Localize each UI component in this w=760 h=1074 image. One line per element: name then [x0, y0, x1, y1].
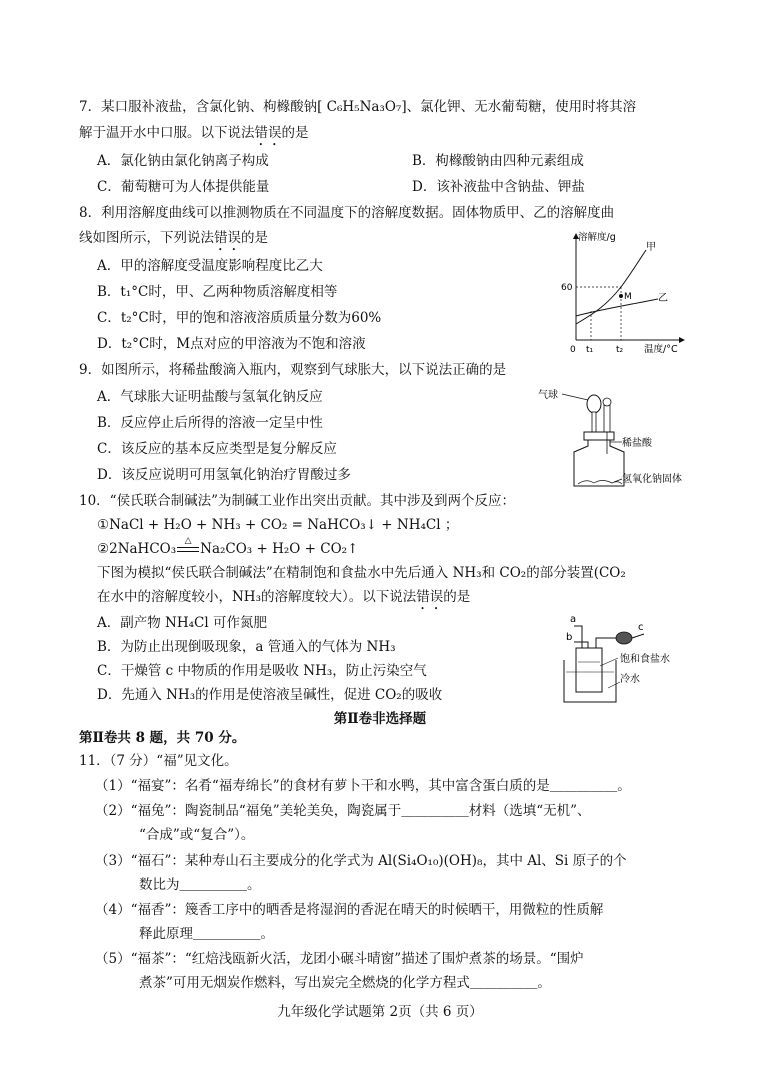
drying-tube-c: [616, 632, 632, 644]
q8-emphasis: 错误: [214, 230, 241, 246]
t2-label: t₂: [616, 345, 624, 355]
q10-line5: 在水中的溶解度较小，NH₃的溶解度较大）。以下说法错误的是: [97, 589, 471, 605]
cold-water-label: 冷水: [620, 674, 640, 685]
q10-eq2: ②2NaHCO₃ △ Na₂CO₃ + H₂O + CO₂↑: [97, 536, 359, 557]
q8-option-a: A．甲的溶解度受温度影响程度比乙大: [97, 258, 323, 274]
q11-head: 11．（7 分）“福”见文化。: [79, 753, 238, 769]
q9-option-b: B．反应停止后所得的溶液一定呈中性: [97, 415, 323, 431]
q11-sub4-line1: （4）“福香”：篾香工序中的晒香是将湿润的香泥在晴天的时候晒干，用微粒的性质解: [95, 902, 604, 918]
q11-sub3-line1: （3）“福石”：某种寿山石主要成分的化学式为 Al(Si₄O₁₀)(OH)₈，其中 Al、Si 原子的个: [95, 853, 627, 869]
q7-line1: 7．某口服补液盐，含氯化钠、枸橼酸钠[ C₆H₅Na₃O₇]、氯化钾、无水葡萄糖，使用时将其溶: [79, 99, 637, 115]
y-tick-60: 60: [561, 283, 573, 293]
label-yi: 乙: [658, 293, 668, 304]
q11-sub4-line2: 释此原理＿＿＿＿＿。: [139, 926, 274, 942]
flask: [576, 648, 602, 692]
q10-option-d: D．先通入 NH₃的作用是使溶液呈碱性，促进 CO₂的吸收: [97, 687, 443, 703]
q8-option-c: C．t₂°C时，甲的饱和溶液溶质质量分数为60%: [97, 310, 382, 326]
q11-sub2-line1: （2）“福兔”：陶瓷制品“福兔”美轮美奂，陶瓷属于＿＿＿＿＿材料（选填“无机”、: [95, 803, 591, 819]
page-footer: 九年级化学试题第 2页（共 6 页）: [277, 1004, 483, 1020]
balloon: [587, 395, 601, 413]
point-m: [619, 294, 623, 298]
balloon-bottle-figure: [536, 382, 706, 490]
t1-label: t₁: [586, 345, 594, 355]
q7-option-b: B．枸橼酸钠由四种元素组成: [412, 153, 584, 169]
q7-emphasis: 错误: [254, 125, 282, 141]
q7-option-c: C．葡萄糖可为人体提供能量: [97, 179, 270, 195]
q9-option-c: C．该反应的基本反应类型是复分解反应: [97, 441, 337, 457]
q9-option-a: A．气球胀大证明盐酸与氢氧化钠反应: [97, 389, 323, 405]
q8-line1: 8．利用溶解度曲线可以推测物质在不同温度下的溶解度数据。固体物质甲、乙的溶解度曲: [79, 205, 615, 221]
tube-a-label: a: [570, 614, 577, 625]
balloon-label: 气球: [538, 390, 558, 401]
q11-sub5-line1: （5）“福茶”：“红焙浅瓯新火活，龙团小碾斗晴窗”描述了围炉煮茶的场景。“围炉: [95, 951, 584, 967]
q11-sub5-line2: 煮茶”可用无烟炭作燃料，写出炭完全燃烧的化学方程式＿＿＿＿＿。: [139, 975, 551, 991]
acid-label: 稀盐酸: [622, 438, 652, 449]
q8-option-d: D．t₂°C时，M点对应的甲溶液为不饱和溶液: [97, 336, 366, 352]
section-info: 第Ⅱ卷共 8 题，共 70 分。: [79, 730, 246, 746]
brine-label: 饱和食盐水: [620, 654, 670, 665]
q11-sub1: （1）“福宴”：名肴“福寿绵长”的食材有萝卜干和水鸭，其中富含蛋白质的是＿＿＿＿＿。: [95, 778, 631, 794]
y-axis-label: 溶解度/g: [578, 232, 616, 243]
tube-c-label: c: [638, 622, 644, 633]
tube-b-label: b: [566, 632, 573, 643]
q9-line1: 9．如图所示，将稀盐酸滴入瓶内，观察到气球胀大，以下说法正确的是: [79, 362, 507, 378]
q10-option-b: B．为防止出现倒吸现象，a 管通入的气体为 NH₃: [97, 639, 396, 655]
q8-line2: 线如图所示，下列说法错误的是: [79, 230, 268, 246]
x-axis-label: 温度/°C: [644, 344, 678, 355]
q10-option-c: C．干燥管 c 中物质的作用是吸收 NH₃，防止污染空气: [97, 663, 427, 679]
q8-option-b: B．t₁°C时，甲、乙两种物质溶解度相等: [97, 284, 338, 300]
curve-yi: [576, 299, 658, 316]
solubility-curve-figure: [558, 228, 688, 356]
origin-label: 0: [570, 345, 576, 355]
q9-option-d: D．该反应说明可用氢氧化钠治疗胃酸过多: [97, 467, 351, 483]
solid-label: 氢氧化钠固体: [622, 474, 682, 485]
point-m-label: M: [624, 292, 632, 302]
section-title: 第Ⅱ卷非选择题: [333, 711, 427, 727]
q7-option-a: A．氯化钠由氯化钠离子构成: [97, 153, 269, 169]
q10-option-a: A．副产物 NH₄Cl 可作氮肥: [97, 615, 267, 631]
stopper: [584, 432, 614, 440]
q10-line1: 10．“侯氏联合制碱法”为制碱工业作出突出贡献。其中涉及到两个反应：: [79, 493, 515, 509]
q7-option-d: D．该补液盐中含钠盐、钾盐: [412, 179, 585, 195]
label-jia: 甲: [646, 242, 656, 253]
q10-eq1: ①NaCl + H₂O + NH₃ + CO₂ = NaHCO₃↓ + NH₄Cl ；: [97, 517, 459, 533]
q11-sub3-line2: 数比为＿＿＿＿＿。: [139, 877, 261, 893]
bottle: [574, 440, 624, 486]
q10-emphasis: 错误: [416, 589, 444, 605]
q7-line2: 解于温开水中口服。以下说法错误的是: [79, 125, 309, 141]
apparatus-figure: [560, 610, 730, 708]
dropper-funnel: [604, 404, 610, 432]
q10-line4: 下图为模拟“侯氏联合制碱法”在精制饱和食盐水中先后通入 NH₃和 CO₂的部分装置(CO₂: [97, 565, 626, 581]
q11-sub2-line2: “合成”或“复合”）。: [139, 827, 255, 843]
